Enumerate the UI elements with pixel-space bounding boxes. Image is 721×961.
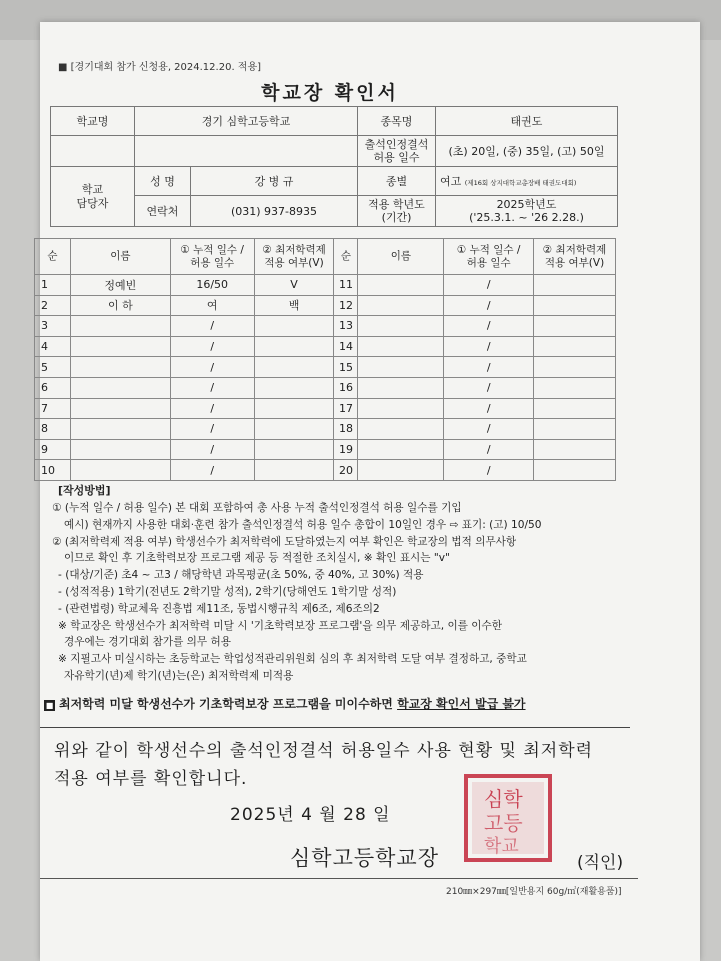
v-mark-left [254,460,334,481]
notice-emphasis: 학교장 확인서 발급 불가 [397,697,526,711]
row-number-left: 3 [35,316,71,337]
col-header-no-right: 순 [334,239,358,275]
student-name-left [70,357,170,378]
v-mark-right [534,357,616,378]
row-number-right: 12 [334,295,358,316]
method-line: - (대상/기준) 초4 ~ 고3 / 해당학년 과목평균(초 50%, 중 40%, 고 30%) 적용 [58,569,424,582]
v-mark-left [254,419,334,440]
notice [44,695,526,712]
v-mark-right [534,295,616,316]
header-note: ■ [경기대회 참가 신청용, 2024.12.20. 적용] [58,62,262,73]
days-right: / [444,460,534,481]
student-name-left [70,460,170,481]
method-line: 경우에는 경기대회 참가를 의무 허용 [64,636,231,649]
issue-date: 2025년 4 월 28 일 [230,805,391,825]
col-header-no-left: 순 [35,239,71,275]
v-mark-left [254,357,334,378]
table-row [35,398,616,419]
row-number-right: 16 [334,377,358,398]
method-line: ※ 지필고사 미실시하는 초등학교는 학업성적관리위원회 심의 후 최저학력 도달 여부 결정하고, 중학교 [58,653,527,666]
student-name-left [70,316,170,337]
days-right: / [444,419,534,440]
principal-title: 심학고등학교장 [290,846,440,870]
v-mark-right [534,460,616,481]
v-mark-left [254,439,334,460]
school-name-spacer [135,136,358,167]
row-number-right: 17 [334,398,358,419]
days-right: / [444,357,534,378]
footer-divider [40,878,638,879]
table-body [35,275,616,481]
notice-text: 최저학력 미달 학생선수가 기초학력보장 프로그램을 미이수하면 [59,697,398,711]
table-row [35,295,616,316]
student-name-left [70,439,170,460]
v-mark-left [254,336,334,357]
col-header-days-left: ① 누적 일수 / 허용 일수 [170,239,254,275]
methods-title: [작성방법] [58,484,111,497]
student-name-left [70,419,170,440]
info-table [50,106,618,227]
days-left: / [170,377,254,398]
year-cell [436,196,618,227]
student-name-right [358,377,444,398]
table-row [35,336,616,357]
student-name-right [358,419,444,440]
method-line: 이므로 확인 후 기초학력보장 프로그램 제공 등 적절한 조치실시, ※ 확인 표시는 "v" [64,552,450,565]
v-mark-right [534,336,616,357]
year-period: ('25.3.1. ~ '26 2.28.) [469,211,584,224]
col-header-days-right: ① 누적 일수 / 허용 일수 [444,239,534,275]
row-number-right: 18 [334,419,358,440]
col-header-name-right: 이름 [358,239,444,275]
days-left: / [170,398,254,419]
row-number-left: 8 [35,419,71,440]
days-value: (초) 20일, (중) 35일, (고) 50일 [436,136,618,167]
days-left: 16/50 [170,275,254,296]
table-header-row [35,239,616,275]
category-value: 여고 [440,175,462,188]
table-row [35,357,616,378]
student-name-right [358,460,444,481]
days-left: / [170,316,254,337]
paper-spec: 210㎜×297㎜[일반용지 60g/㎡(재활용품)] [446,887,622,897]
student-name-left: 정예빈 [70,275,170,296]
v-mark-right [534,275,616,296]
method-line: ① (누적 일수 / 허용 일수) 본 대회 포함하여 총 사용 누적 출석인정결석 허용 일수를 기입 [52,502,462,514]
days-right: / [444,275,534,296]
student-name-left [70,377,170,398]
method-line: ※ 학교장은 학생선수가 최저학력 미달 시 '기초학력보장 프로그램'을 의무 제공하고, 이를 이수한 [58,619,502,632]
table-row [35,316,616,337]
table-row [35,419,616,440]
staff-label: 학교 담당자 [51,167,135,227]
table-row [35,439,616,460]
confirm-line: 적용 여부를 확인합니다. [54,769,248,789]
row-number-right: 19 [334,439,358,460]
v-mark-left [254,398,334,419]
row-number-left: 10 [35,460,71,481]
method-line: - (관련법령) 학교체육 진흥법 제11조, 동법시행규칙 제6조, 제6조의2 [58,602,380,615]
v-mark-right [534,377,616,398]
contact-label: 연락처 [135,196,191,227]
student-name-right [358,316,444,337]
days-right: / [444,398,534,419]
row-number-left: 1 [35,275,71,296]
method-line: - (성적적용) 1학기(전년도 2학기말 성적), 2학기(당해연도 1학기말 성적) [58,585,397,598]
name-label: 성 명 [135,167,191,196]
v-mark-left [254,377,334,398]
student-name-right [358,357,444,378]
student-name-right [358,295,444,316]
year-label: 적용 학년도 (기간) [358,196,436,227]
days-right: / [444,295,534,316]
svg-text:고등: 고등 [484,811,523,835]
row-number-left: 5 [35,357,71,378]
v-mark-right [534,316,616,337]
v-mark-right [534,439,616,460]
event-label: 종목명 [358,107,436,136]
table-row [35,460,616,481]
method-line: 예시) 현재까지 사용한 대회·훈련 참가 출석인정결석 허용 일수 총합이 10일인 경우 ⇨ 표기: (고) 10/50 [64,518,542,531]
category-note: (제16회 상지대학교총장배 태권도대회) [464,179,577,187]
student-name-right [358,439,444,460]
contact-value: (031) 937-8935 [191,196,358,227]
days-right: / [444,316,534,337]
svg-text:심학: 심학 [484,787,523,811]
method-line: 자유학기(년)제 학기(년)는(은) 최저학력제 미적용 [64,669,294,682]
row-number-left: 6 [35,377,71,398]
svg-text:학교: 학교 [484,836,519,857]
student-name-left: 이 하 [70,295,170,316]
seal-label: (직인) [577,853,624,873]
col-header-v-right: ② 최저학력제 적용 여부(V) [534,239,616,275]
table-row [35,275,616,296]
name-value: 강 병 규 [191,167,358,196]
days-left: / [170,357,254,378]
school-label: 학교명 [51,107,135,136]
official-seal-icon [462,772,554,864]
days-left: / [170,419,254,440]
event-value: 태권도 [436,107,618,136]
col-header-v-left: ② 최저학력제 적용 여부(V) [254,239,334,275]
method-line: ② (최저학력제 적용 여부) 학생선수가 최저학력에 도달하였는지 여부 확인은 학교장의 법적 의무사항 [52,535,517,548]
year-value: 2025학년도 [496,198,557,211]
v-mark-left: 백 [254,295,334,316]
v-mark-left [254,316,334,337]
days-label: 출석인정결석 허용 일수 [358,136,436,167]
divider [40,727,630,728]
v-mark-right [534,419,616,440]
col-header-name-left: 이름 [70,239,170,275]
category-cell [436,167,618,196]
row-number-right: 11 [334,275,358,296]
row-number-left: 4 [35,336,71,357]
row-number-left: 2 [35,295,71,316]
students-table [34,238,616,481]
row-number-right: 14 [334,336,358,357]
days-right: / [444,439,534,460]
v-mark-left: V [254,275,334,296]
student-name-left [70,398,170,419]
student-name-left [70,336,170,357]
student-name-right [358,336,444,357]
category-label: 종별 [358,167,436,196]
student-name-right [358,275,444,296]
student-name-right [358,398,444,419]
days-right: / [444,377,534,398]
row-number-right: 15 [334,357,358,378]
row-number-left: 7 [35,398,71,419]
row-number-right: 20 [334,460,358,481]
row-number-right: 13 [334,316,358,337]
row-number-left: 9 [35,439,71,460]
days-left: / [170,336,254,357]
methods-list [46,500,626,685]
table-row [35,377,616,398]
school-label-spacer [51,136,135,167]
confirm-line: 위와 같이 학생선수의 출석인정결석 허용일수 사용 현황 및 최저학력 [54,741,594,761]
school-name: 경기 심학고등학교 [135,107,358,136]
days-right: / [444,336,534,357]
days-left: 여 [170,295,254,316]
document-title: 학교장 확인서 [261,82,399,104]
days-left: / [170,439,254,460]
days-left: / [170,460,254,481]
v-mark-right [534,398,616,419]
notice-mark-icon: ■ [45,701,54,710]
